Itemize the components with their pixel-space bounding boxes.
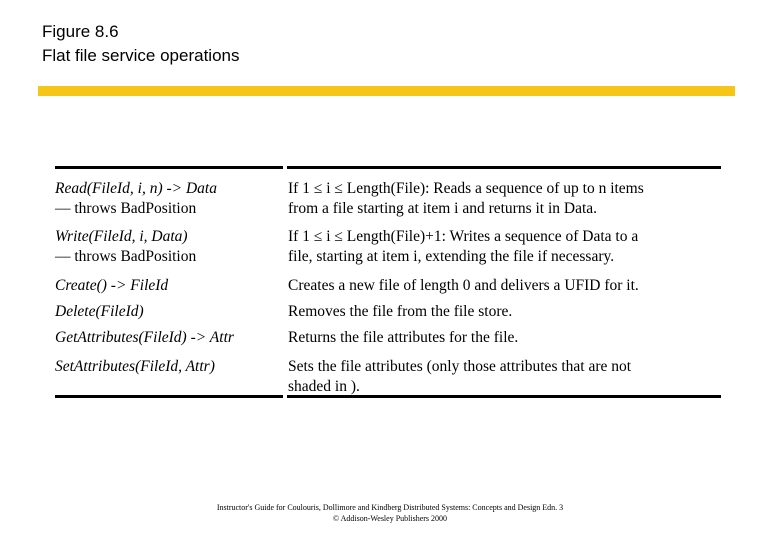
footer-book-credit: Instructor's Guide for Coulouris, Dollimore and Kindberg Distributed Systems: Concepts and Design Edn. 3 bbox=[216, 503, 564, 512]
operation-signature: Read(FileId, i, n) -> Data — throws BadPosition bbox=[55, 180, 217, 217]
accent-bar bbox=[38, 86, 735, 96]
figure-caption: Flat file service operations bbox=[42, 46, 240, 65]
operation-description: Creates a new file of length 0 and delivers a UFID for it. bbox=[288, 277, 639, 294]
figure-number: Figure 8.6 bbox=[42, 22, 119, 41]
table-bottom-rule-right bbox=[287, 395, 721, 398]
operation-description: If 1 ≤ i ≤ Length(File)+1: Writes a sequence of Data to a file, starting at item i, extending the file if necessary. bbox=[288, 228, 639, 265]
footer-copyright: © Addison-Wesley Publishers 2000 bbox=[332, 514, 448, 523]
operation-signature: SetAttributes(FileId, Attr) bbox=[55, 358, 215, 375]
table-top-rule-right bbox=[287, 166, 721, 169]
operation-description: Removes the file from the file store. bbox=[288, 303, 513, 320]
footer-credit bbox=[0, 502, 780, 524]
operation-signature: Delete(FileId) bbox=[55, 303, 144, 320]
table-bottom-rule-left bbox=[55, 395, 283, 398]
operation-signature: GetAttributes(FileId) -> Attr bbox=[55, 329, 234, 346]
slide-title bbox=[42, 20, 239, 68]
operation-signature: Create() -> FileId bbox=[55, 277, 169, 294]
operation-signature: Write(FileId, i, Data) — throws BadPosition bbox=[55, 228, 197, 265]
table-top-rule-left bbox=[55, 166, 283, 169]
operation-description: If 1 ≤ i ≤ Length(File): Reads a sequence of up to n items from a file starting at item i and returns it in Data. bbox=[288, 180, 644, 217]
operation-description: Returns the file attributes for the file. bbox=[288, 329, 519, 346]
operation-description: Sets the file attributes (only those attributes that are not shaded in ). bbox=[288, 358, 632, 395]
